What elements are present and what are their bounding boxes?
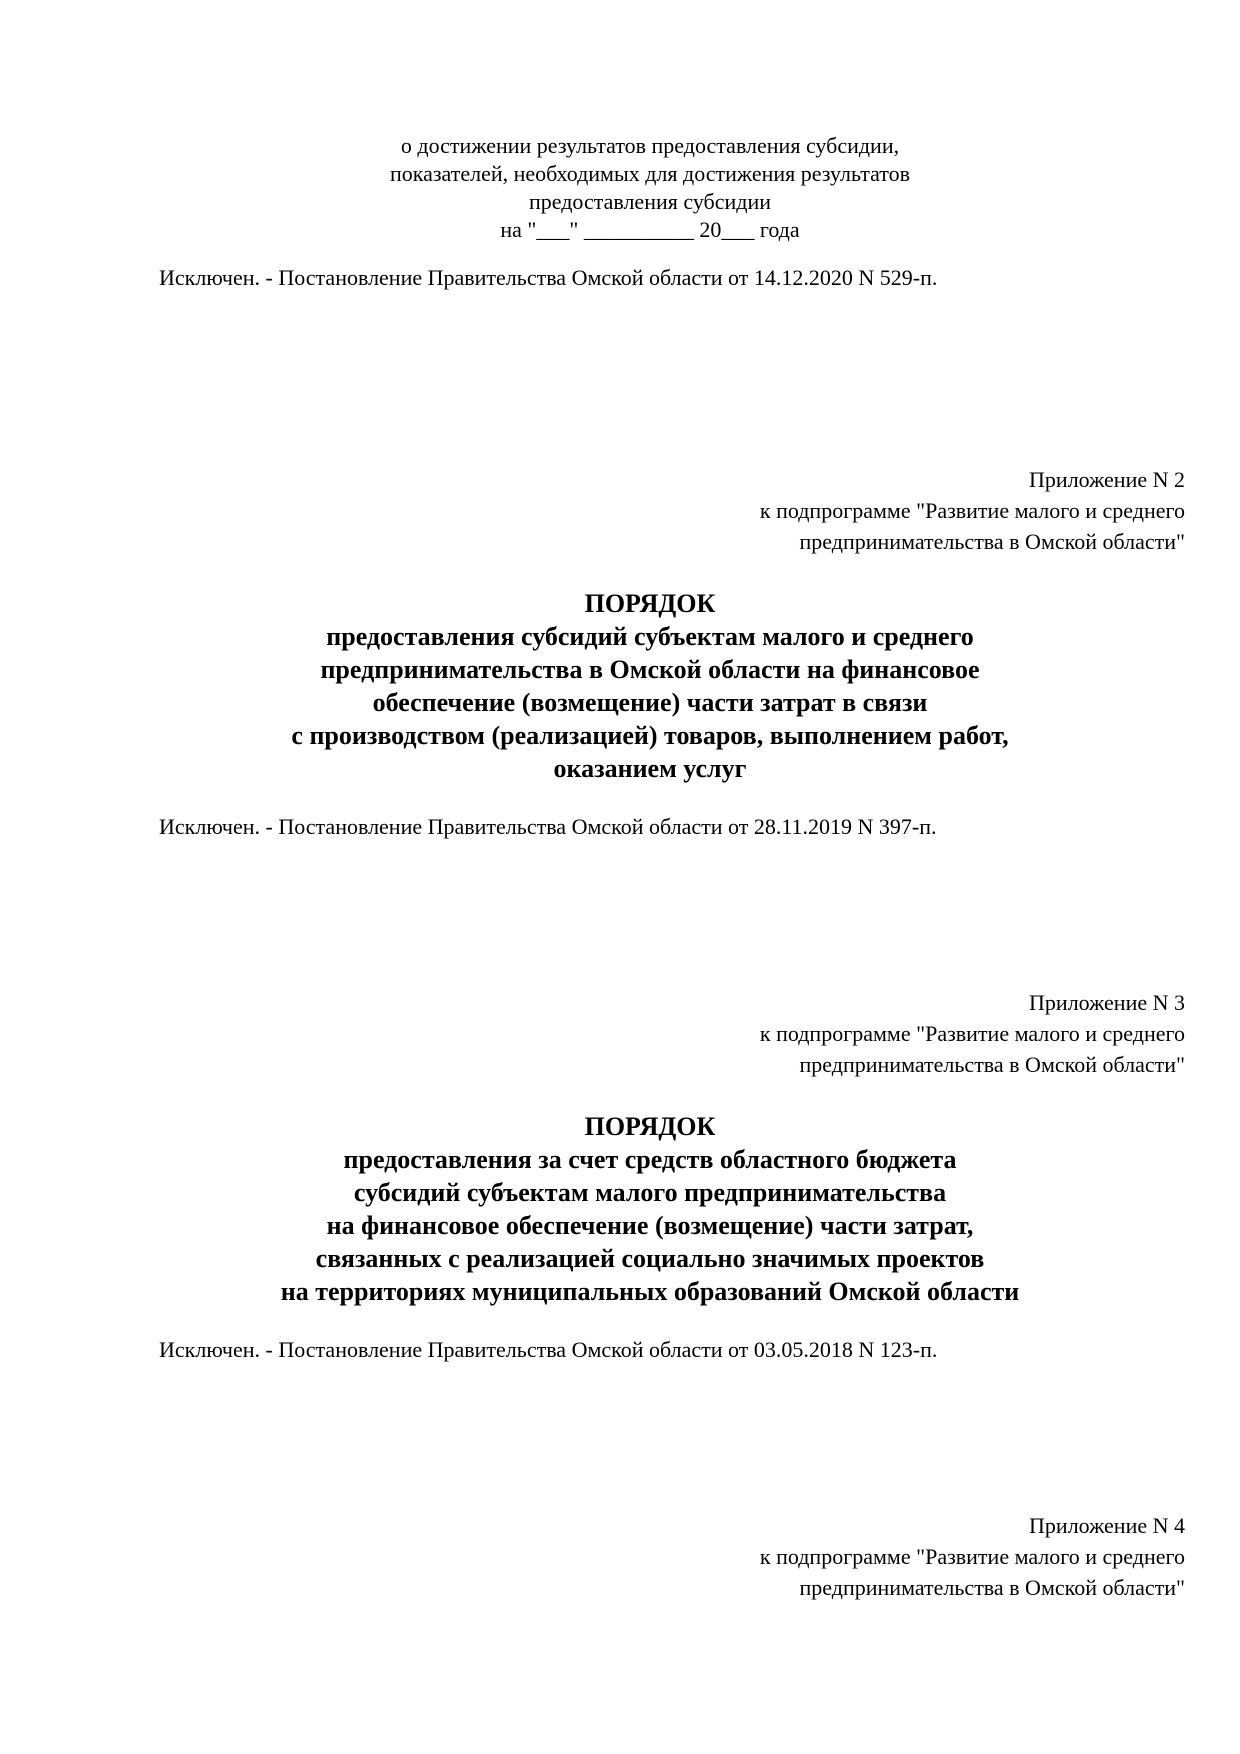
form-title-line: о достижении результатов предоставления субсидии,: [400, 133, 900, 158]
annex-4-subtitle-line: предпринимательства в Омской области": [799, 1575, 1185, 1600]
annex-3-subtitle-line: предпринимательства в Омской области": [799, 1052, 1185, 1077]
order-1-heading-line: с производством (реализацией) товаров, выполнением работ,: [291, 721, 1009, 750]
excluded-note-3: Исключен. - Постановление Правительства Омской области от 03.05.2018 N 123-п.: [159, 1337, 938, 1362]
annex-2-block: [115, 464, 1185, 557]
annex-4-label: Приложение N 4: [1029, 1513, 1185, 1538]
form-title-line: предоставления субсидии: [528, 189, 772, 214]
annex-2-subtitle-line: предпринимательства в Омской области": [799, 529, 1185, 554]
order-2-heading-line: предоставления за счет средств областного бюджета: [343, 1145, 957, 1174]
annex-4-block: [115, 1510, 1185, 1603]
annex-2-subtitle-line: к подпрограмме "Развитие малого и среднего: [759, 498, 1185, 523]
order-2-heading-line: на территориях муниципальных образований Омской области: [280, 1277, 1020, 1306]
annex-3-subtitle-line: к подпрограмме "Развитие малого и среднего: [759, 1021, 1185, 1046]
form-title-line: показателей, необходимых для достижения результатов: [389, 161, 911, 186]
order-2-heading: [115, 1110, 1185, 1308]
form-title-block: [115, 132, 1185, 244]
order-1-heading: [115, 587, 1185, 785]
order-1-heading-line: обеспечение (возмещение) части затрат в связи: [372, 688, 928, 717]
order-1-heading-line: оказанием услуг: [553, 754, 747, 783]
order-1-heading-line: предпринимательства в Омской области на финансовое: [320, 655, 980, 684]
order-1-heading-line: предоставления субсидий субъектам малого и среднего: [326, 622, 974, 651]
order-1-title: ПОРЯДОК: [584, 589, 716, 618]
order-2-title: ПОРЯДОК: [584, 1112, 716, 1141]
excluded-note-1: Исключен. - Постановление Правительства Омской области от 14.12.2020 N 529-п.: [159, 265, 938, 290]
annex-3-label: Приложение N 3: [1029, 990, 1185, 1015]
excluded-note-2: Исключен. - Постановление Правительства Омской области от 28.11.2019 N 397-п.: [159, 814, 937, 839]
order-2-heading-line: связанных с реализацией социально значимых проектов: [315, 1244, 985, 1273]
form-title-date-line: на "___" __________ 20___ года: [500, 217, 800, 242]
order-2-heading-line: на финансовое обеспечение (возмещение) части затрат,: [326, 1211, 974, 1240]
annex-3-block: [115, 987, 1185, 1080]
annex-4-subtitle-line: к подпрограмме "Развитие малого и среднего: [759, 1544, 1185, 1569]
annex-2-label: Приложение N 2: [1029, 467, 1185, 492]
order-2-heading-line: субсидий субъектам малого предпринимательства: [353, 1178, 947, 1207]
